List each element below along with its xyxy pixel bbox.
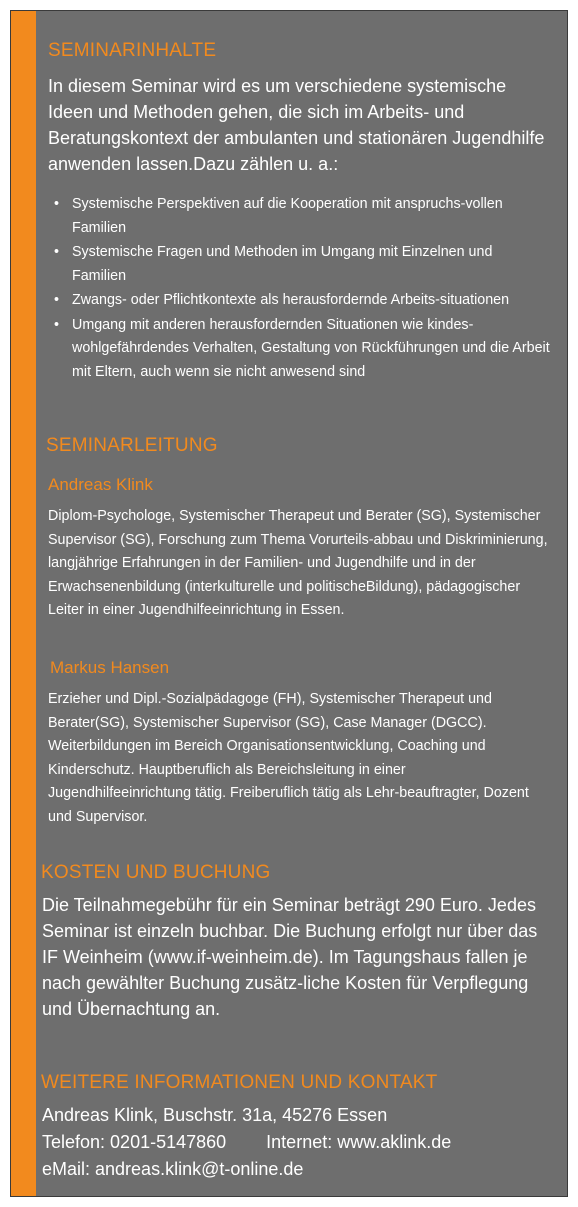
topic-list [50, 193, 550, 385]
contact-phone: Telefon: 0201-5147860 [42, 1132, 227, 1152]
list-item-text: Systemische Fragen und Methoden im Umgang mit Einzelnen und Familien [72, 244, 493, 284]
list-item [50, 241, 550, 288]
list-item-text: Umgang mit anderen herausfordernden Situationen wie kindes-wohlgefährdendes Verhalten, Gestaltung von Rückführungen und die Arbeit mit Eltern, auch wenn sie nicht anwesend sind [72, 316, 550, 380]
section-heading-seminarinhalte: SEMINARINHALTE [48, 40, 217, 61]
contact-email-link[interactable]: eMail: andreas.klink@t-online.de [42, 1159, 304, 1179]
list-item-text: Zwangs- oder Pflichtkontexte als herausfordernde Arbeits-situationen [72, 292, 510, 308]
contact-internet-link[interactable]: Internet: www.aklink.de [266, 1132, 452, 1152]
seminar-intro: In diesem Seminar wird es um verschiedene systemische Ideen und Methoden gehen, die sich im Arbeits- und Beratungskontext der ambulanten und stationären Jugendhilfe anwenden lassen.Dazu zählen u. a.: [48, 76, 545, 174]
person-name-markus-hansen: Markus Hansen [50, 658, 170, 677]
bullet-icon: • [54, 316, 60, 333]
list-item [50, 289, 550, 313]
section-heading-kontakt: WEITERE INFORMATIONEN UND KONTAKT [41, 1072, 438, 1093]
contact-line [42, 1129, 552, 1156]
bullet-icon: • [54, 244, 60, 260]
person-bio-andreas-klink: Diplom-Psychologe, Systemischer Therapeut und Berater (SG), Systemischer Supervisor (SG), Forschung zum Thema Vorurteils-abbau und Diskriminierung, langjährige Erfahrungen in der Familien- und Jugendhilfe und in der Erwachsenenbildung (interkulturelle und politischeBildung), pädagogischer Leiter in einer Jugendhilfeeinrichtung in Essen. [48, 508, 548, 618]
accent-stripe [11, 11, 36, 1196]
person-name-andreas-klink: Andreas Klink [48, 475, 153, 494]
person-bio-markus-hansen: Erzieher und Dipl.-Sozialpädagoge (FH), Systemischer Therapeut und Berater(SG), Systemischer Supervisor (SG), Case Manager (DGCC). Weiterbildungen im Bereich Organisationsentwicklung, Coaching und Kinderschutz. Hauptberuflich als Bereichsleitung in einer Jugendhilfeeinrichtung tätig. Freiberuflich tätig als Lehr-beauftragter, Dozent und Supervisor. [48, 691, 529, 825]
list-item-text: Systemische Perspektiven auf die Kooperation mit anspruchs-vollen Familien [72, 196, 503, 236]
contact-block [42, 1102, 552, 1183]
bullet-icon: • [54, 196, 60, 212]
bullet-icon: • [54, 292, 60, 308]
list-item [50, 193, 550, 240]
section-heading-kosten: KOSTEN UND BUCHUNG [41, 862, 271, 883]
section-heading-seminarleitung: SEMINARLEITUNG [46, 435, 218, 456]
flyer-content [36, 11, 567, 1196]
list-item [50, 314, 550, 385]
kosten-text: Die Teilnahmegebühr für ein Seminar beträgt 290 Euro. Jedes Seminar ist einzeln buchbar. Die Buchung erfolgt nur über das IF Weinheim (www.if-weinheim.de). Im Tagungshaus fallen je nach gewählter Buchung zusätz-liche Kosten für Verpflegung und Übernachtung an. [42, 895, 538, 1019]
contact-address: Andreas Klink, Buschstr. 31a, 45276 Essen [42, 1105, 388, 1125]
flyer-panel [10, 10, 568, 1197]
